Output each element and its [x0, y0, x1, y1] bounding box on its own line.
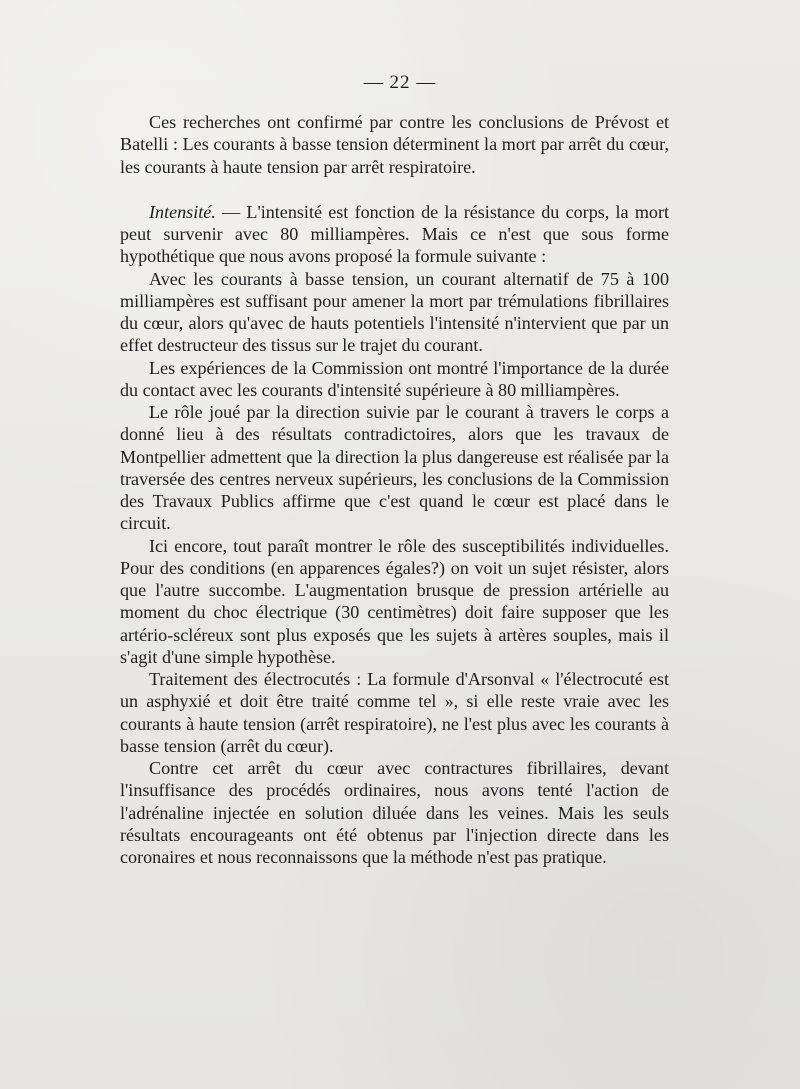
section-label-intensite: Intensité.: [149, 201, 216, 222]
paragraph-traitement: Traitement des électrocutés : La formule d'Arsonval « l'électrocuté est un asphyxié et doit être traité comme tel », si elle reste vraie avec les courants à haute tension (arrêt respiratoire), ne l'est plus avec les courants à basse tension (arrêt du cœur).: [120, 669, 669, 756]
paragraph-intensite: [120, 201, 669, 268]
paragraph-adrenaline: Contre cet arrêt du cœur avec contractures fibrillaires, devant l'insuffisance des procédés ordinaires, nous avons tenté l'action de l'adrénaline injectée en solution diluée dans les veines. Mais les seuls résultats encourageants ont été obtenus par l'injection directe dans les coronaires et nous reconnaissons que la méthode n'est pas pratique.: [120, 758, 669, 867]
paragraph-intensite-text: — L'intensité est fonction de la résistance du corps, la mort peut survenir avec 80 milliampères. Mais ce n'est que sous forme hypothétique que nous avons proposé la formule suivante :: [120, 201, 669, 267]
paragraph-direction-courant: Le rôle joué par la direction suivie par le courant à travers le corps a donné lieu à des résultats contradictoires, alors que les travaux de Montpellier admettent que la direction la plus dangereuse est réalisée par la traversée des centres nerveux supérieurs, les conclusions de la Commission des Travaux Publics affirme que c'est quand le cœur est placé dans le circuit.: [120, 402, 669, 534]
page-number: — 22 —: [363, 72, 437, 93]
paragraph-prevost-batelli: Ces recherches ont confirmé par contre les conclusions de Prévost et Batelli : Les courants à basse tension déterminent la mort par arrêt du cœur, les courants à haute tension par arrêt respiratoire.: [120, 112, 669, 177]
document-body: [120, 111, 669, 868]
paragraph-susceptibilites: Ici encore, tout paraît montrer le rôle des susceptibilités individuelles. Pour des conditions (en apparences égales?) on voit un sujet résister, alors que l'autre succombe. L'augmentation brusque de pression artérielle au moment du choc électrique (30 centimètres) doit faire supposer que les artério-scléreux sont plus exposés que les sujets à artères souples, mais il s'agit d'une simple hypothèse.: [120, 535, 669, 667]
paragraph-basse-tension: Avec les courants à basse tension, un courant alternatif de 75 à 100 milliampères est suffisant pour amener la mort par trémulations fibrillaires du cœur, alors qu'avec de hauts potentiels l'intensité n'intervient que par un effet destructeur des tissus sur le trajet du courant.: [120, 268, 669, 356]
paragraph-commission-experiences: Les expériences de la Commission ont montré l'importance de la durée du contact avec les courants d'intensité supérieure à 80 milliampères.: [120, 357, 669, 400]
